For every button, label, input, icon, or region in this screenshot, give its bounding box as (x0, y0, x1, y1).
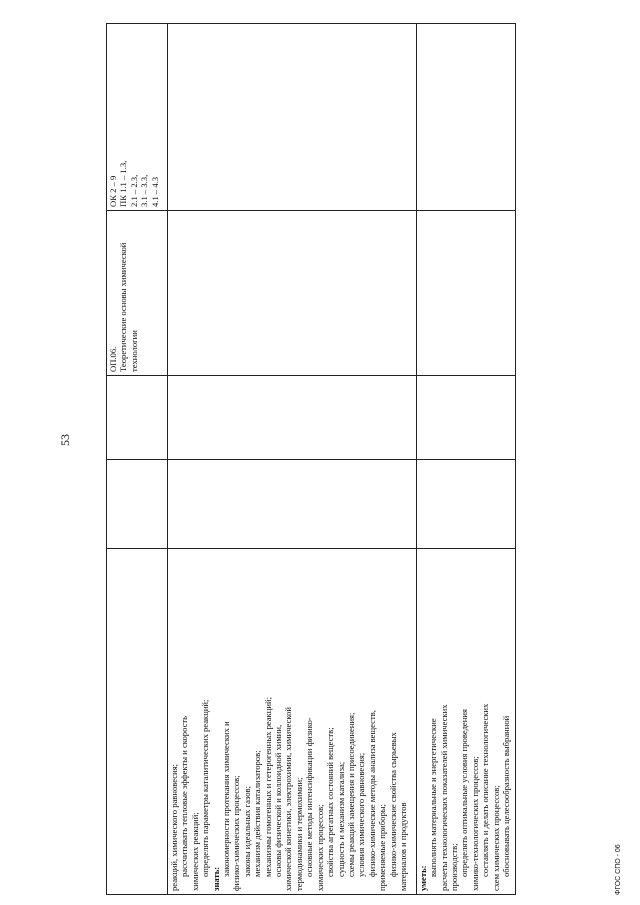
cell-discipline (107, 211, 168, 376)
text-line: определять параметры каталитических реакций; (200, 699, 211, 877)
footer-code: ФГОС СПО - 06 (615, 844, 622, 895)
cell-index-empty (107, 549, 168, 895)
standard-requirements-table (106, 23, 516, 895)
competences-list (108, 27, 160, 207)
text-line: основы физической и коллоидной химии, (273, 724, 284, 877)
text-line: сущность и механизм катализа; (335, 761, 346, 877)
text-line: законы идеальных газов; (241, 786, 252, 877)
text-line: уметь: (417, 865, 428, 891)
text-line: материалов и продуктов (397, 802, 408, 891)
text-line: механизмы гомогенных и гетерогенных реакций; (262, 697, 273, 877)
text-line: схемы реакций замещения и присоединения; (345, 712, 356, 877)
text-line: применяемые приборы; (377, 804, 388, 891)
table-row (168, 24, 417, 895)
competence-code: ОК 2 – 9 (108, 175, 118, 207)
competence-code: ПК 1.1 – 1.3, (118, 160, 129, 207)
cell-competences (107, 24, 168, 211)
table-row (107, 24, 168, 895)
text-line: реакций, химического равновесия; (169, 763, 179, 891)
text-line: свойства агрегатных состояний веществ; (325, 727, 336, 877)
discipline-name: Теоретические основы химической технологии (118, 242, 139, 372)
discipline-index: ОП.06. (108, 346, 118, 372)
text-line: рассчитывать тепловые эффекты и скорость (179, 715, 190, 877)
text-line: знать: (210, 866, 221, 891)
text-line: физико-химических процессов; (231, 775, 242, 891)
text-line: схем химических процессов; (490, 785, 501, 891)
cell-requirements-new (416, 549, 515, 895)
cell-empty (168, 460, 417, 549)
text-line: термодинамики и термохимии; (293, 777, 304, 891)
text-line: химических процессов; (314, 804, 325, 891)
text-line: химических реакций; (189, 812, 200, 891)
cell-hours-max-empty (107, 460, 168, 549)
text-line: выполнять материальные и энергетические (428, 718, 439, 877)
competence-code: 3.1 – 3.3, (139, 174, 150, 207)
cell-empty (168, 376, 417, 460)
requirements-text (418, 552, 512, 891)
cell-empty (416, 376, 515, 460)
text-line: производств; (448, 843, 459, 891)
competence-code: 4.1 – 4.3 (149, 176, 160, 207)
table-row (416, 24, 515, 895)
cell-empty (168, 211, 417, 376)
text-line: определять оптимальные условия проведения (459, 709, 470, 877)
text-line: закономерности протекания химических и (221, 721, 232, 877)
cell-hours-class-empty (107, 376, 168, 460)
cell-empty (416, 24, 515, 211)
text-line: составлять и делать описание технологических (480, 703, 491, 877)
page-number: 53 (58, 434, 72, 446)
text-line: химической кинетики, электрохимии, химической (283, 707, 294, 891)
cell-empty (416, 460, 515, 549)
cell-empty (168, 24, 417, 211)
text-line: обосновывать целесообразность выбранной (501, 715, 512, 877)
cell-requirements-continued (168, 549, 417, 895)
text-line: механизм действия катализаторов; (252, 750, 263, 877)
text-line: расчеты технологических показателей химических (438, 704, 449, 891)
text-line: химико-технологических процессов; (469, 756, 480, 891)
requirements-text (169, 552, 408, 891)
competence-code: 2.1 – 2.3, (128, 174, 139, 207)
text-line: физико-химические методы анализа веществ, (366, 710, 377, 877)
text-line: условия химического равновесия; (356, 752, 367, 877)
text-line: основные методы интенсификации физико- (304, 717, 315, 877)
text-line: физико-химические свойства сырьевых (387, 732, 398, 877)
cell-empty (416, 211, 515, 376)
